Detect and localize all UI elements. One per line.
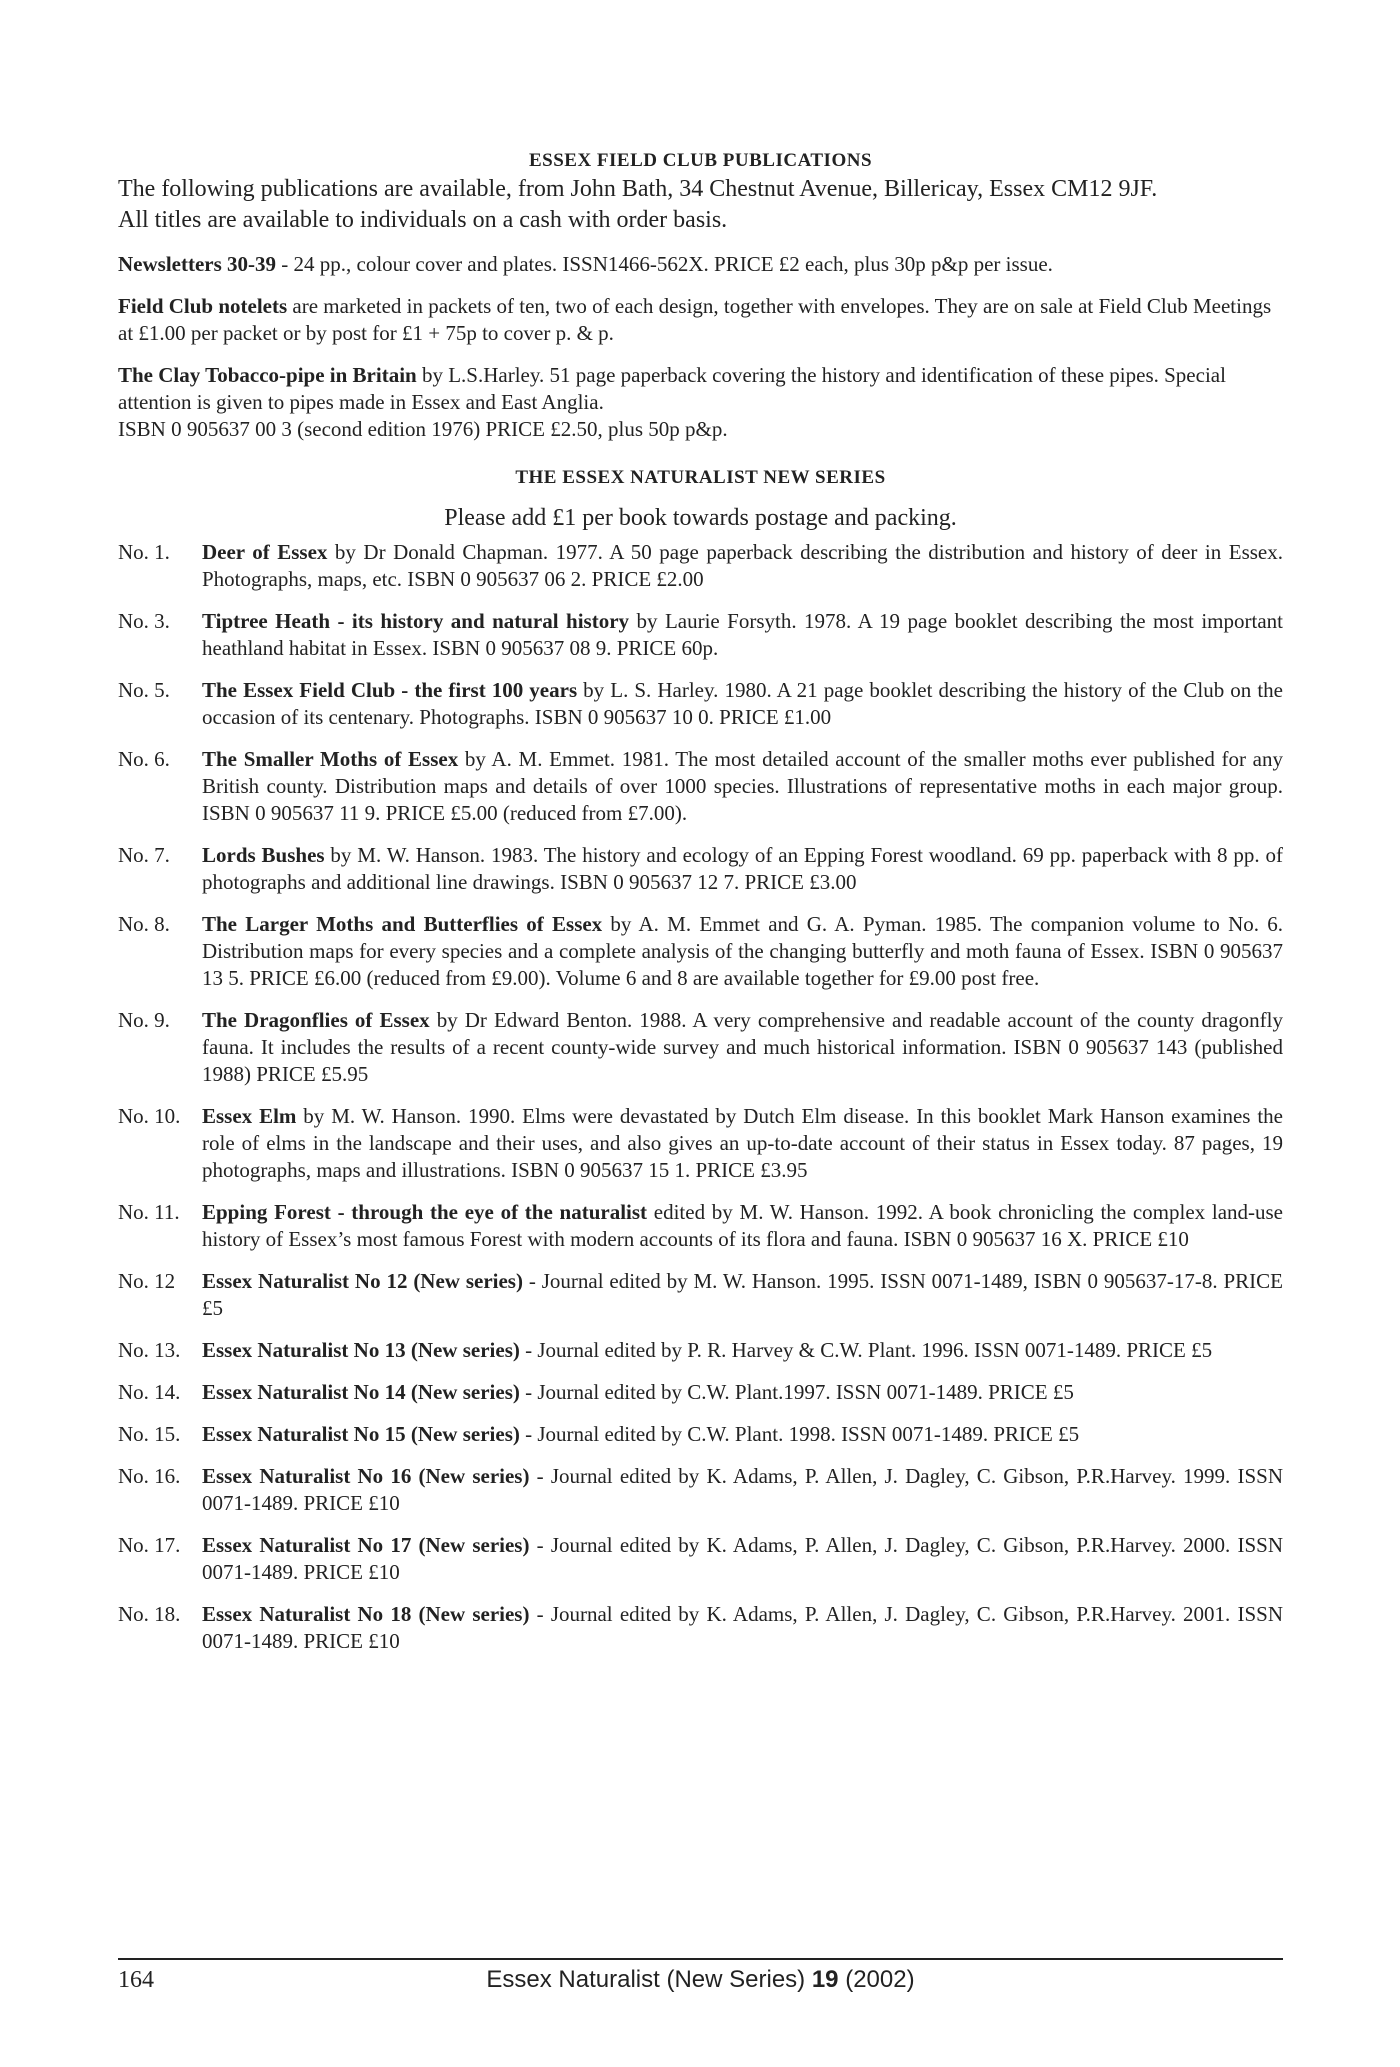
postage-note: Please add £1 per book towards postage and packing. bbox=[444, 505, 957, 531]
item-description bbox=[202, 1379, 1283, 1406]
item-description bbox=[202, 1103, 1283, 1184]
list-item bbox=[118, 746, 1283, 827]
page-heading: ESSEX FIELD CLUB PUBLICATIONS bbox=[528, 150, 873, 171]
item-number: No. 17. bbox=[118, 1533, 181, 1557]
journal-citation bbox=[318, 1966, 1283, 1994]
item-number: No. 6. bbox=[118, 747, 170, 771]
item-text: edited by M. W. Hanson. 1992. A book chronicling the complex land-use history of Essex’s most famous Forest with modern accounts of its flora and fauna. ISBN 0 905637 16 X. PRICE £10 bbox=[202, 1200, 1284, 1251]
series-heading: THE ESSEX NATURALIST NEW SERIES bbox=[515, 467, 886, 488]
item-number: No. 9. bbox=[118, 1008, 170, 1032]
item-number: No. 13. bbox=[118, 1338, 181, 1362]
item-description bbox=[202, 842, 1283, 896]
item-text: by A. M. Emmet and G. A. Pyman. 1985. The companion volume to No. 6. Distribution maps for every species and a complete analysis of the changing butterfly and moth fauna of Essex. ISBN 0 905637 13 5. PRICE £6.00 (reduced from £9.00). Volume 6 and 8 are available together for £9.00 post free. bbox=[202, 912, 1283, 990]
paragraph-title: Newsletters 30-39 bbox=[118, 252, 277, 276]
paragraph-title: The Clay Tobacco-pipe in Britain bbox=[118, 363, 417, 387]
item-number: No. 3. bbox=[118, 609, 170, 633]
item-text: by M. W. Hanson. 1990. Elms were devastated by Dutch Elm disease. In this booklet Mark Hanson examines the role of elms in the landscape and their uses, and also gives an up-to-date account of their status in Essex today. 87 pages, 19 photographs, maps and illustrations. ISBN 0 905637 15 1. PRICE £3.95 bbox=[202, 1104, 1283, 1182]
item-text: by M. W. Hanson. 1983. The history and ecology of an Epping Forest woodland. 69 pp. paperback with 8 pp. of photographs and additional line drawings. ISBN 0 905637 12 7. PRICE £3.00 bbox=[202, 843, 1283, 894]
item-description bbox=[202, 1007, 1283, 1088]
publication-list bbox=[118, 539, 1283, 1655]
item-number: No. 12 bbox=[118, 1269, 176, 1293]
intro-line-2: All titles are available to individuals on a cash with order basis. bbox=[118, 207, 728, 233]
item-number: No. 1. bbox=[118, 540, 170, 564]
journal-year: (2002) bbox=[838, 1966, 915, 1993]
list-item bbox=[118, 539, 1283, 593]
list-item bbox=[118, 1421, 1283, 1448]
item-title: Essex Naturalist No 17 (New series) bbox=[202, 1533, 530, 1557]
item-title: Essex Naturalist No 14 (New series) bbox=[202, 1380, 520, 1404]
paragraph-extra: ISBN 0 905637 00 3 (second edition 1976) PRICE £2.50, plus 50p p&p. bbox=[118, 417, 728, 441]
intro-line-1: The following publications are available, from John Bath, 34 Chestnut Avenue, Billericay, Essex CM12 9JF. bbox=[118, 176, 1158, 202]
item-number: No. 11. bbox=[118, 1200, 180, 1224]
item-text: by A. M. Emmet. 1981. The most detailed account of the smaller moths ever published for any British county. Distribution maps and details of over 1000 species. Illustrations of representative moths in each major group. ISBN 0 905637 11 9. PRICE £5.00 (reduced from £7.00). bbox=[202, 747, 1283, 825]
item-text: - Journal edited by C.W. Plant. 1998. ISSN 0071-1489. PRICE £5 bbox=[519, 1422, 1080, 1446]
item-description bbox=[202, 911, 1283, 992]
item-text: by Dr Edward Benton. 1988. A very comprehensive and readable account of the county dragonfly fauna. It includes the results of a recent county-wide survey and much historical information. ISBN 0 905637 143 (published 1988) PRICE £5.95 bbox=[202, 1008, 1283, 1086]
item-text: - Journal edited by K. Adams, P. Allen, J. Dagley, C. Gibson, P.R.Harvey. 2001. ISSN 0071-1489. PRICE £10 bbox=[202, 1602, 1283, 1653]
list-item bbox=[118, 1601, 1283, 1655]
paragraph-text: are marketed in packets of ten, two of each design, together with envelopes. They are on sale at Field Club Meetings at £1.00 per packet or by post for £1 + 75p to cover p. & p. bbox=[118, 294, 1272, 345]
item-title: Essex Naturalist No 16 (New series) bbox=[202, 1464, 530, 1488]
item-title: Essex Naturalist No 15 (New series) bbox=[202, 1422, 520, 1446]
item-description bbox=[202, 608, 1283, 662]
item-title: Essex Naturalist No 18 (New series) bbox=[202, 1602, 530, 1626]
item-number: No. 18. bbox=[118, 1602, 181, 1626]
page-footer bbox=[118, 1958, 1283, 1994]
list-item bbox=[118, 1199, 1283, 1253]
item-text: - Journal edited by C.W. Plant.1997. ISSN 0071-1489. PRICE £5 bbox=[519, 1380, 1074, 1404]
item-description bbox=[202, 1268, 1283, 1322]
newsletters-paragraph bbox=[118, 251, 1283, 278]
item-text: - Journal edited by K. Adams, P. Allen, J. Dagley, C. Gibson, P.R.Harvey. 1999. ISSN 0071-1489. PRICE £10 bbox=[202, 1464, 1283, 1515]
item-number: No. 16. bbox=[118, 1464, 181, 1488]
list-item bbox=[118, 1268, 1283, 1322]
item-title: Epping Forest - through the eye of the naturalist bbox=[202, 1200, 648, 1224]
item-description bbox=[202, 746, 1283, 827]
item-title: Lords Bushes bbox=[202, 843, 325, 867]
item-number: No. 10. bbox=[118, 1104, 181, 1128]
item-title: The Larger Moths and Butterflies of Essex bbox=[202, 912, 603, 936]
item-title: The Smaller Moths of Essex bbox=[202, 747, 459, 771]
list-item bbox=[118, 911, 1283, 992]
notelets-paragraph bbox=[118, 293, 1283, 347]
paragraph-text: by L.S.Harley. 51 page paperback covering the history and identification of these pipes. Special attention is given to pipes made in Essex and East Anglia. bbox=[118, 363, 1226, 414]
item-title: The Essex Field Club - the first 100 years bbox=[202, 678, 578, 702]
list-item bbox=[118, 842, 1283, 896]
item-description bbox=[202, 1601, 1283, 1655]
item-title: Essex Naturalist No 12 (New series) bbox=[202, 1269, 523, 1293]
paragraph-title: Field Club notelets bbox=[118, 294, 288, 318]
item-text: by Laurie Forsyth. 1978. A 19 page booklet describing the most important heathland habitat in Essex. ISBN 0 905637 08 9. PRICE 60p. bbox=[202, 609, 1283, 660]
journal-volume: 19 bbox=[811, 1966, 839, 1993]
item-description bbox=[202, 1532, 1283, 1586]
page-content bbox=[118, 150, 1283, 1670]
item-text: - Journal edited by K. Adams, P. Allen, J. Dagley, C. Gibson, P.R.Harvey. 2000. ISSN 0071-1489. PRICE £10 bbox=[202, 1533, 1283, 1584]
item-text: - Journal edited by P. R. Harvey & C.W. Plant. 1996. ISSN 0071-1489. PRICE £5 bbox=[519, 1338, 1213, 1362]
item-number: No. 5. bbox=[118, 678, 170, 702]
item-number: No. 8. bbox=[118, 912, 170, 936]
item-title: Tiptree Heath - its history and natural history bbox=[202, 609, 630, 633]
item-description bbox=[202, 1463, 1283, 1517]
list-item bbox=[118, 1337, 1283, 1364]
list-item bbox=[118, 1463, 1283, 1517]
item-number: No. 15. bbox=[118, 1422, 181, 1446]
page-number: 164 bbox=[118, 1967, 154, 1993]
item-description bbox=[202, 539, 1283, 593]
item-description bbox=[202, 1199, 1283, 1253]
item-title: Deer of Essex bbox=[202, 540, 328, 564]
paragraph-text: - 24 pp., colour cover and plates. ISSN1466-562X. PRICE £2 each, plus 30p p&p per issue. bbox=[276, 252, 1053, 276]
item-text: by L. S. Harley. 1980. A 21 page booklet describing the history of the Club on the occasion of its centenary. Photographs. ISBN 0 905637 10 0. PRICE £1.00 bbox=[202, 678, 1283, 729]
list-item bbox=[118, 1379, 1283, 1406]
item-text: - Journal edited by M. W. Hanson. 1995. ISSN 0071-1489, ISBN 0 905637-17-8. PRICE £5 bbox=[202, 1269, 1283, 1320]
item-number: No. 7. bbox=[118, 843, 170, 867]
item-number: No. 14. bbox=[118, 1380, 181, 1404]
list-item bbox=[118, 608, 1283, 662]
item-title: The Dragonflies of Essex bbox=[202, 1008, 430, 1032]
item-description bbox=[202, 1337, 1283, 1364]
journal-name: Essex Naturalist (New Series) bbox=[486, 1966, 812, 1993]
item-text: by Dr Donald Chapman. 1977. A 50 page paperback describing the distribution and history of deer in Essex. Photographs, maps, etc. ISBN 0 905637 06 2. PRICE £2.00 bbox=[202, 540, 1283, 591]
item-description bbox=[202, 1421, 1283, 1448]
list-item bbox=[118, 677, 1283, 731]
list-item bbox=[118, 1103, 1283, 1184]
list-item bbox=[118, 1532, 1283, 1586]
item-title: Essex Naturalist No 13 (New series) bbox=[202, 1338, 520, 1362]
item-description bbox=[202, 677, 1283, 731]
item-title: Essex Elm bbox=[202, 1104, 297, 1128]
clay-pipe-paragraph bbox=[118, 362, 1283, 443]
list-item bbox=[118, 1007, 1283, 1088]
